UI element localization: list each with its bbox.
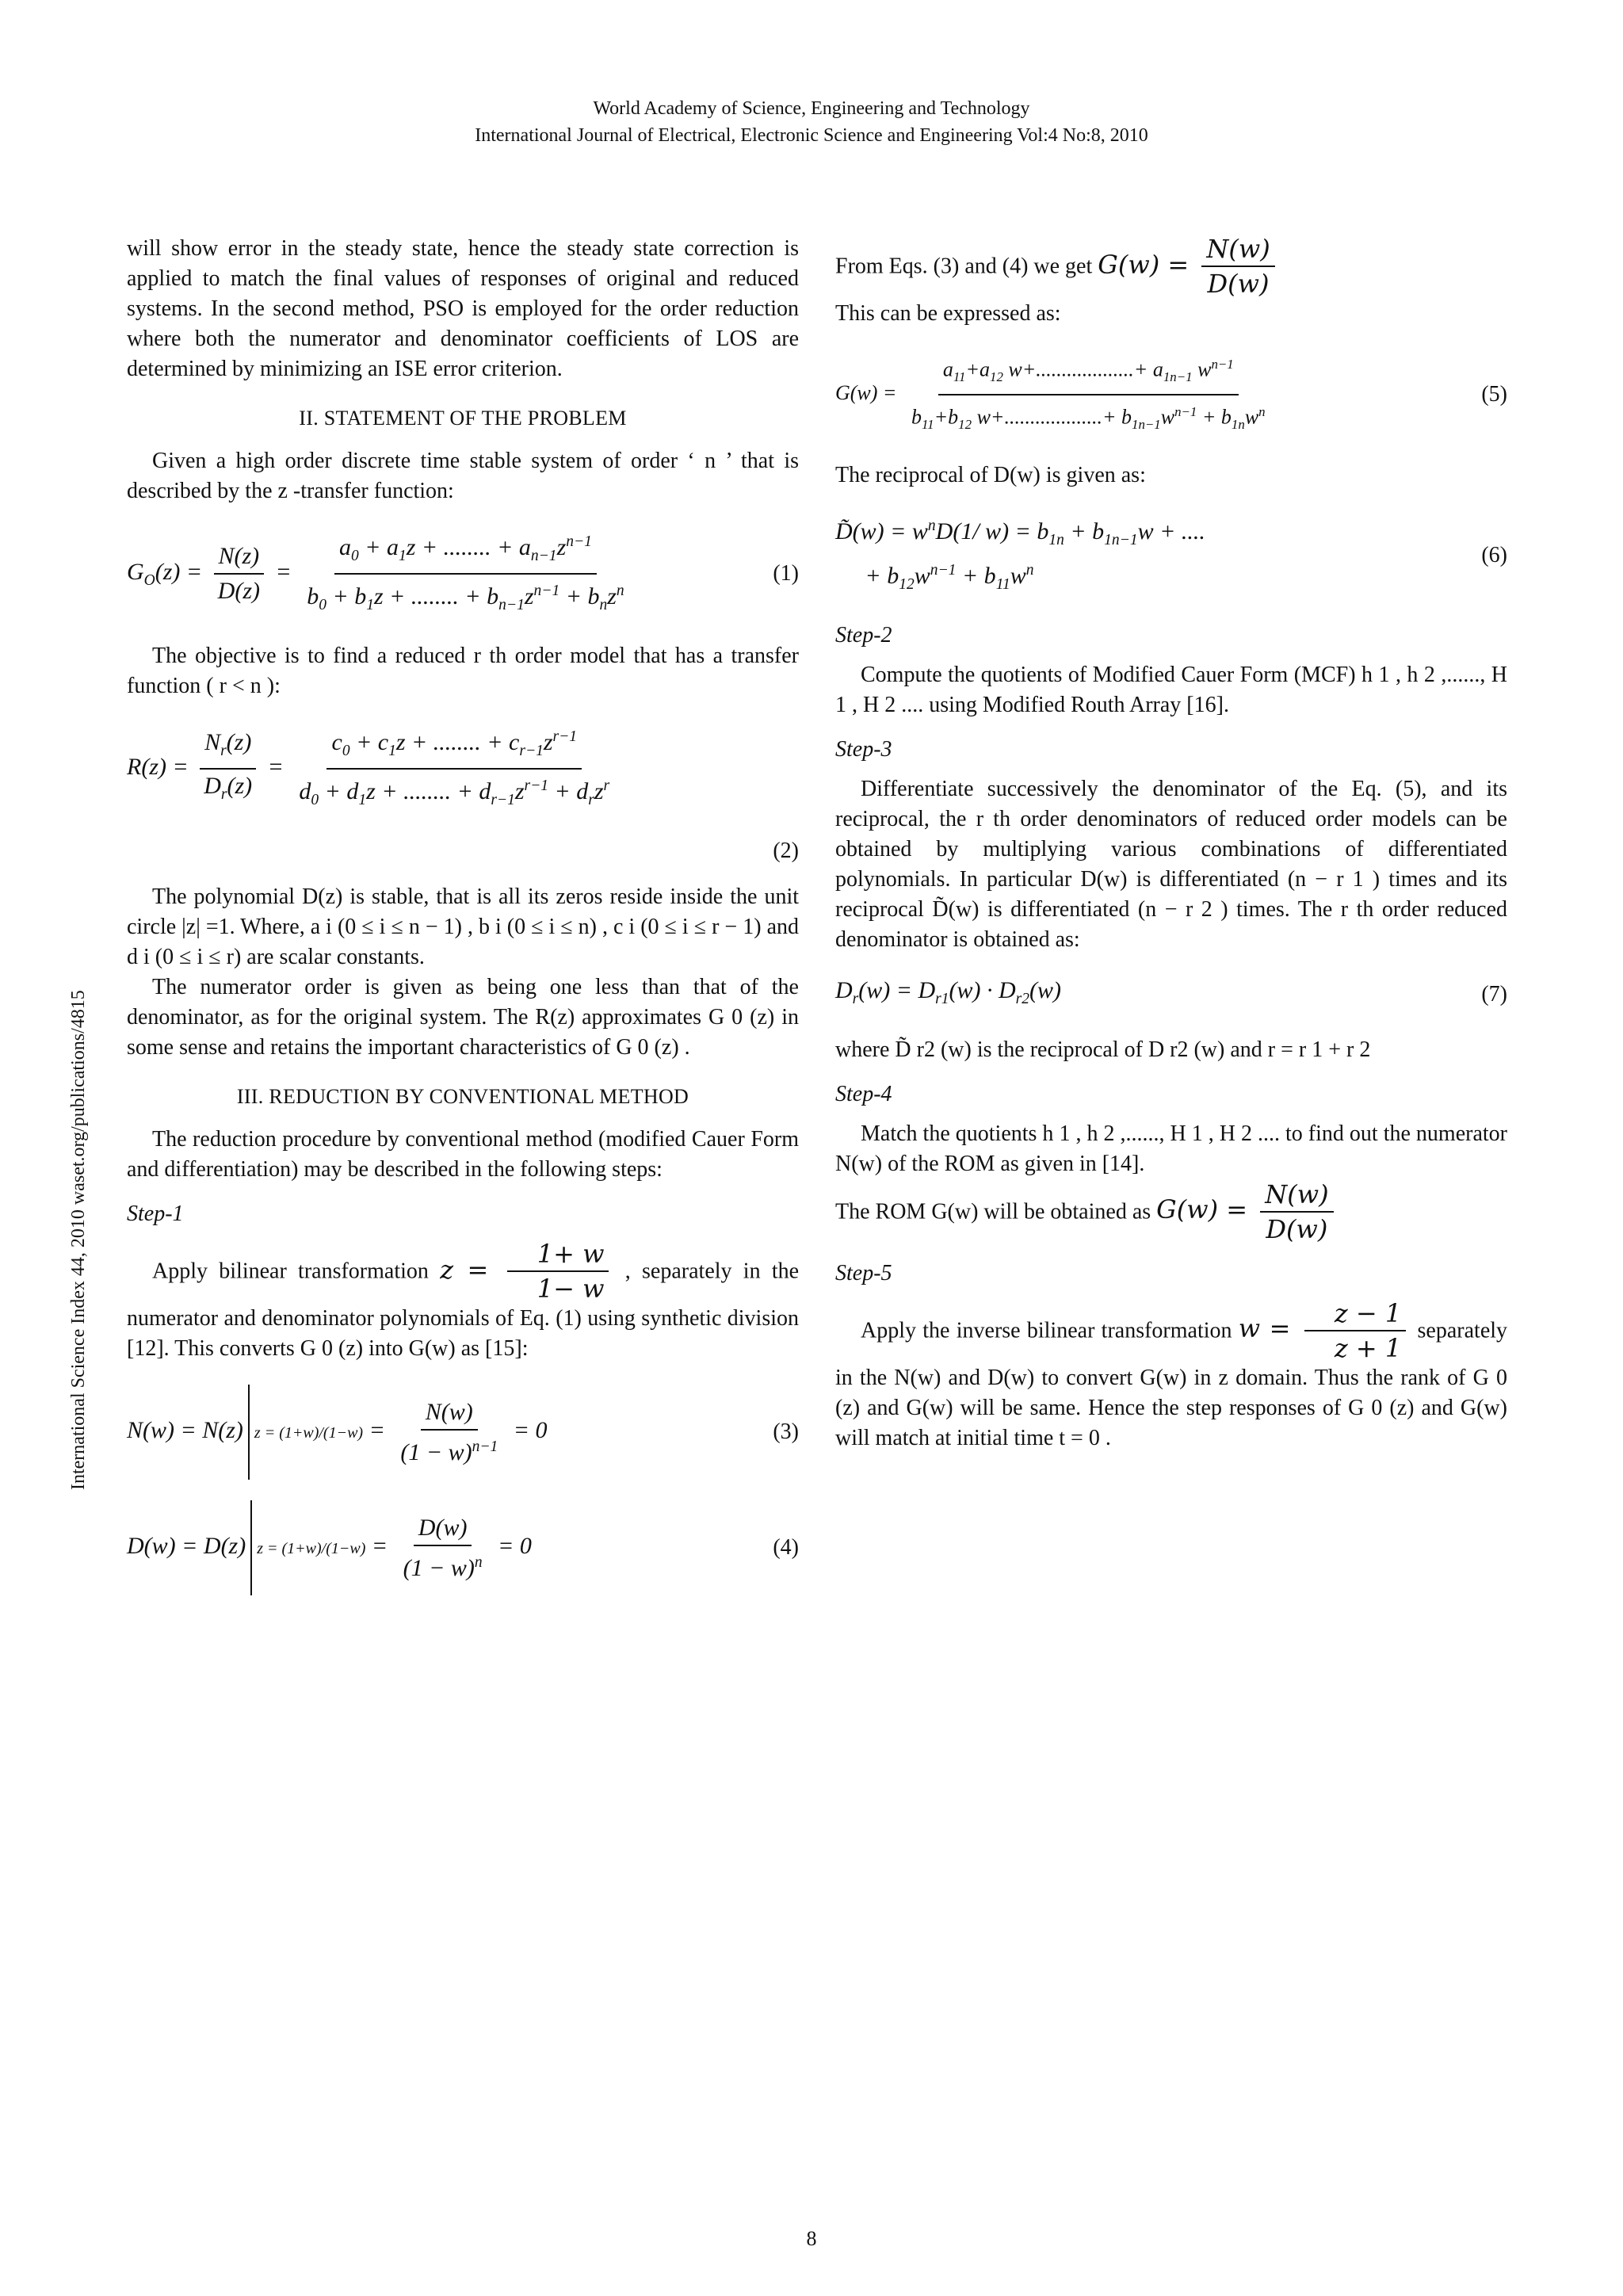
step-2-paragraph: Compute the quotients of Modified Cauer Form (MCF) h 1 , h 2 ,......, H 1 , H 2 .... using Modified Routh Array [16]. xyxy=(835,662,1507,717)
step-1-label: Step-1 xyxy=(127,1201,184,1226)
right-column xyxy=(835,234,1507,1454)
step-5-text-b: separately in the N(w) and D(w) to convert G(w) in z domain. Thus the rank of G 0 (z) and G(w) will be same. Hence the step responses of G 0 (z) and G(w) will match at initial time t = 0 . xyxy=(835,1318,1508,1450)
equation-5 xyxy=(835,350,1507,440)
polynomial-paragraph: The polynomial D(z) is stable, that is all its zeros reside inside the unit circle |z| =1. Where, a i (0 ≤ i ≤ n − 1) , b i (0 ≤ i ≤ n) , c i (0 ≤ i ≤ r − 1) and d i (0 ≤ i ≤ r) are scalar constants. xyxy=(127,884,799,969)
step-5-text-a: Apply the inverse bilinear transformation xyxy=(861,1318,1232,1343)
equation-1-expression: $G_O(z)$ = $\frac{N(z)}{D(z)}$ = $\frac{a_0 + a_1z + ........ + a_{n-1}z^{n-1}}{b_0 + b_1z + ........ + b_{n-1}z^{n-1} + b_nz^n}$ xyxy=(127,527,634,621)
header-line-1: World Academy of Science, Engineering and Technology xyxy=(593,98,1030,119)
step-4-paragraph: Match the quotients h 1 , h 2 ,......, H 1 , H 2 .... to find out the numerator N(w) of the ROM as given in [14]. xyxy=(835,1121,1507,1176)
equation-6-expression: D̃(w) = $w^nD(1/$ $w) = b_{1n} + b_{1n-1}w$ + .... + $b_{12}w^{n-1} + b_{11}w^n$ xyxy=(835,517,1205,593)
where-paragraph: where D̃ r2 (w) is the reciprocal of D r2 (w) and r = r 1 + r 2 xyxy=(835,1037,1371,1062)
equation-4 xyxy=(127,1500,799,1595)
objective-paragraph: The objective is to find a reduced r th order model that has a transfer function ( r < n ): xyxy=(127,644,799,698)
equation-2-number: (2) xyxy=(773,839,799,863)
equation-6 xyxy=(835,511,1507,600)
intro-paragraph: will show error in the steady state, hence the steady state correction is applied to match the final values of responses of original and reduced systems. In the second method, PSO is employed for the order reduction where both the numerator and denominator coefficients of LOS are determined by minimizing an ISE error criterion. xyxy=(127,236,799,381)
step-2-label: Step-2 xyxy=(835,622,892,648)
equation-3 xyxy=(127,1385,799,1480)
inverse-bilinear-formula: w = $\frac{z - 1}{z + 1}$ xyxy=(1239,1313,1411,1343)
step-3-label: Step-3 xyxy=(835,736,892,762)
running-header xyxy=(0,95,1623,149)
from-eqs-text: From Eqs. (3) and (4) we get xyxy=(835,254,1093,279)
step-5-paragraph xyxy=(835,1298,1507,1454)
equation-1-number: (1) xyxy=(773,561,799,586)
page-number: 8 xyxy=(806,2227,817,2250)
equation-2-expression: R(z) = $\frac{N_r(z)}{D_r(z)}$ = $\frac{c_0 + c_1z + ........ + c_{r-1}z^{r-1}}{d_0 + d_1z + ........ + d_{r-1}z^{r-1} + d_rz^r}$ xyxy=(127,722,619,816)
bilinear-formula: z = $\frac{1+ w}{1- w}$ xyxy=(440,1255,613,1285)
numerator-paragraph: The numerator order is given as being one less than that of the denominator, as for the original system. The R(z) approximates G 0 (z) in some sense and retains the important characteristics of G 0 (z) . xyxy=(127,975,799,1060)
equation-2 xyxy=(127,722,799,816)
step-4-label: Step-4 xyxy=(835,1081,892,1106)
rom-text: The ROM G(w) will be obtained as xyxy=(835,1199,1151,1224)
section-heading-3: III. REDUCTION BY CONVENTIONAL METHOD xyxy=(236,1085,689,1108)
equation-4-number: (4) xyxy=(773,1535,799,1560)
equation-7 xyxy=(835,976,1507,1014)
left-column xyxy=(127,234,799,1616)
equation-7-number: (7) xyxy=(1481,982,1507,1007)
bilinear-paragraph xyxy=(127,1239,799,1364)
bilinear-text-b: , separately in the numerator and denominator polynomials of Eq. (1) using synthetic division [12]. This converts G 0 (z) into G(w) as [15]: xyxy=(127,1259,800,1361)
equation-3-expression: N(w) = N(z) z = (1+w)/(1−w) = $\frac{N(w)}{(1 - w)^{n-1}}$ = 0 xyxy=(127,1385,547,1480)
procedure-paragraph: The reduction procedure by conventional method (modified Cauer Form and differentiation) may be described in the following steps: xyxy=(127,1127,799,1182)
rom-formula: G(w) = $\frac{N(w)}{D(w)}$ xyxy=(1156,1194,1338,1224)
side-citation: International Science Index 44, 2010 waset.org/publications/4815 xyxy=(68,990,89,1490)
equation-5-expression: G(w) = $\frac{a_{11}+a_{12} w+...................+ a_{1n-1} w^{n-1}}{b_{11}+b_{12} w+...................+ b_{1n-1}w^{n-1} + b_{1n}w^n}$ xyxy=(835,350,1275,440)
expressed-line: This can be expressed as: xyxy=(835,301,1061,326)
g-of-w-formula: G(w) = $\frac{N(w)}{D(w)}$ xyxy=(1098,250,1279,280)
reciprocal-line: The reciprocal of D(w) is given as: xyxy=(835,462,1146,487)
rom-line xyxy=(835,1179,1507,1244)
header-line-2: International Journal of Electrical, Electronic Science and Engineering Vol:4 No:8, 2010 xyxy=(475,125,1148,146)
equation-1 xyxy=(127,527,799,621)
problem-paragraph: Given a high order discrete time stable system of order ‘ n ’ that is described by the z -transfer function: xyxy=(127,449,799,503)
equation-4-expression: D(w) = D(z) z = (1+w)/(1−w) = $\frac{D(w)}{(1 - w)^n}$ = 0 xyxy=(127,1500,532,1595)
step-5-label: Step-5 xyxy=(835,1260,892,1286)
bilinear-text-a: Apply bilinear transformation xyxy=(152,1259,429,1284)
from-eqs-line xyxy=(835,234,1507,299)
equation-5-number: (5) xyxy=(1481,381,1507,407)
equation-6-number: (6) xyxy=(1481,542,1507,567)
equation-3-number: (3) xyxy=(773,1419,799,1444)
section-heading-2: II. STATEMENT OF THE PROBLEM xyxy=(299,407,627,430)
step-3-paragraph: Differentiate successively the denominator of the Eq. (5), and its reciprocal, the r th order denominators of reduced order models can be obtained by multiplying various combinations of differentiated polynomials. In particular D(w) is differentiated (n − r 1 ) times and its reciprocal D̃(w) is differentiated (n − r 2 ) times. The r th order reduced denominator is obtained as: xyxy=(835,776,1507,952)
equation-7-expression: $D_r(w) = D_{r1}(w) \cdot D_{r2}(w)$ xyxy=(835,976,1062,1007)
